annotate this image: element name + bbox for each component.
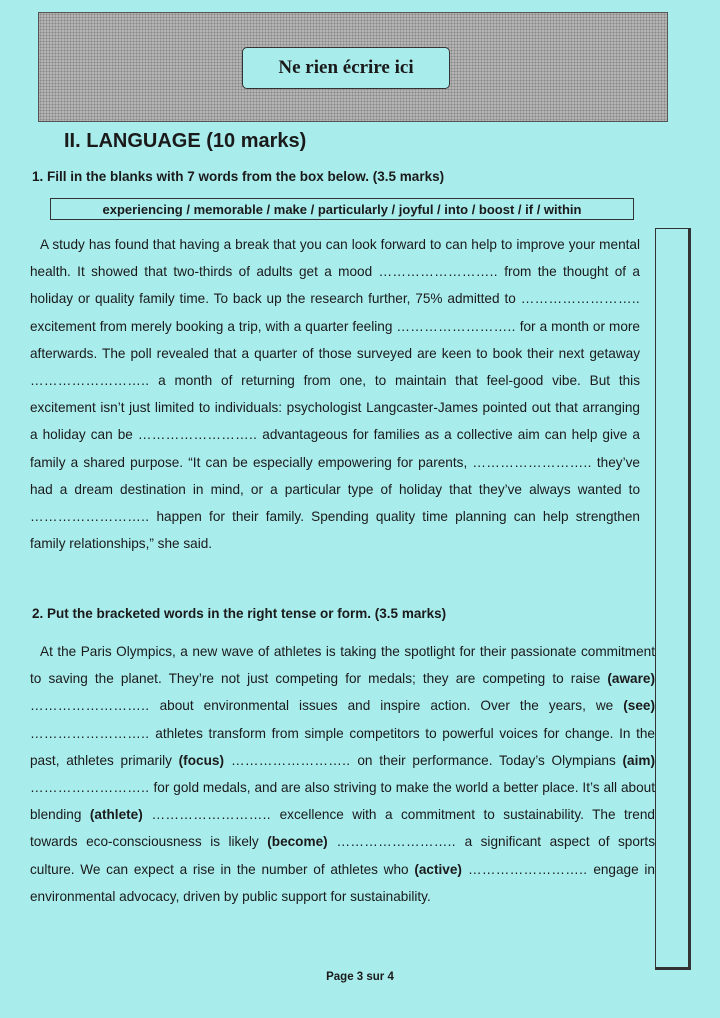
blank-6[interactable]: ……………………..	[327, 834, 465, 850]
blank-7[interactable]: ……………………..	[30, 509, 150, 525]
bracketed-word: (athlete)	[89, 807, 143, 823]
question-1-passage	[30, 231, 640, 557]
passage-text: happen for their family. Spending quality time planning can help strengthen family relationships,” she said.	[30, 509, 640, 552]
passage-text: A study has found that having a break that you can look forward to can help to improve your mental health. It showed that two-thirds of adults get a mood	[30, 237, 640, 280]
passage-text: At the Paris Olympics, a new wave of athletes is taking the spotlight for their passionate commitment to saving the planet. They’re not just competing for medals; they are competing to raise	[30, 644, 655, 687]
passage-text: for a month or more afterwards. The poll revealed that a quarter of those surveyed are keen to book their next getaway	[30, 318, 640, 361]
blank-4[interactable]: ……………………..	[30, 373, 150, 389]
passage-text: excitement from merely booking a trip, with a quarter feeling	[30, 318, 397, 334]
section-title: II. LANGUAGE (10 marks)	[64, 130, 307, 152]
bracketed-word: (focus)	[178, 752, 224, 768]
passage-text: athletes transform from simple competitors to powerful voices for change. In the past, athletes primarily	[30, 725, 655, 768]
blank-6[interactable]: ……………………..	[472, 454, 592, 470]
passage-text: advantageous for families as a collective aim can help give a family a shared purpose. “It can be especially empowering for parents,	[30, 427, 640, 470]
passage-text: on their performance. Today’s Olympians	[357, 752, 623, 768]
passage-text: a month of returning from one, to maintain that feel-good vibe. But this excitement isn’t just limited to individuals: psychologist Langcaster-James pointed out that arranging a holiday can be	[30, 373, 640, 443]
blank-4[interactable]: ……………………..	[30, 780, 154, 796]
question-2-passage	[30, 638, 655, 910]
blank-1[interactable]: ……………………..	[378, 264, 498, 280]
blank-3[interactable]: ……………………..	[396, 318, 516, 334]
margin-frame	[655, 228, 691, 970]
bracketed-word: (active)	[414, 861, 462, 877]
blank-7[interactable]: ……………………..	[461, 861, 594, 877]
bracketed-word: (aware)	[607, 671, 655, 687]
page-number: Page 3 sur 4	[326, 971, 394, 983]
question-1-title: 1. Fill in the blanks with 7 words from the box below. (3.5 marks)	[32, 169, 445, 184]
passage-text: about environmental issues and inspire action. Over the years, we	[159, 698, 624, 714]
blank-1[interactable]: ……………………..	[30, 698, 160, 714]
blank-3[interactable]: ……………………..	[223, 752, 358, 768]
bracketed-word: (aim)	[622, 752, 655, 768]
blank-5[interactable]: ……………………..	[137, 427, 258, 443]
do-not-write-notice: Ne rien écrire ici	[242, 47, 450, 89]
blank-2[interactable]: ……………………..	[30, 725, 156, 741]
word-box: experiencing / memorable / make / particularly / joyful / into / boost / if / within	[50, 198, 634, 220]
passage-text: engage in environmental advocacy, driven by public support for sustainability.	[30, 861, 655, 904]
passage-text: a significant aspect of sports culture. We can expect a rise in the number of athletes who	[30, 834, 655, 877]
passage-text: they’ve had a dream destination in mind, or a particular type of holiday that they’ve always wanted to	[30, 454, 640, 497]
passage-text: from the thought of a holiday or quality family time. To back up the research further, 75% admitted to	[30, 264, 640, 307]
bracketed-word: (see)	[623, 698, 655, 714]
blank-5[interactable]: ……………………..	[142, 807, 280, 823]
question-2-title: 2. Put the bracketed words in the right tense or form. (3.5 marks)	[32, 606, 447, 621]
passage-text: excellence with a commitment to sustainability. The trend towards eco-consciousness is likely	[30, 807, 655, 850]
passage-text: for gold medals, and are also striving to make the world a better place. It’s all about blending	[30, 780, 655, 823]
blank-2[interactable]: ……………………..	[520, 291, 640, 307]
bracketed-word: (become)	[267, 834, 328, 850]
